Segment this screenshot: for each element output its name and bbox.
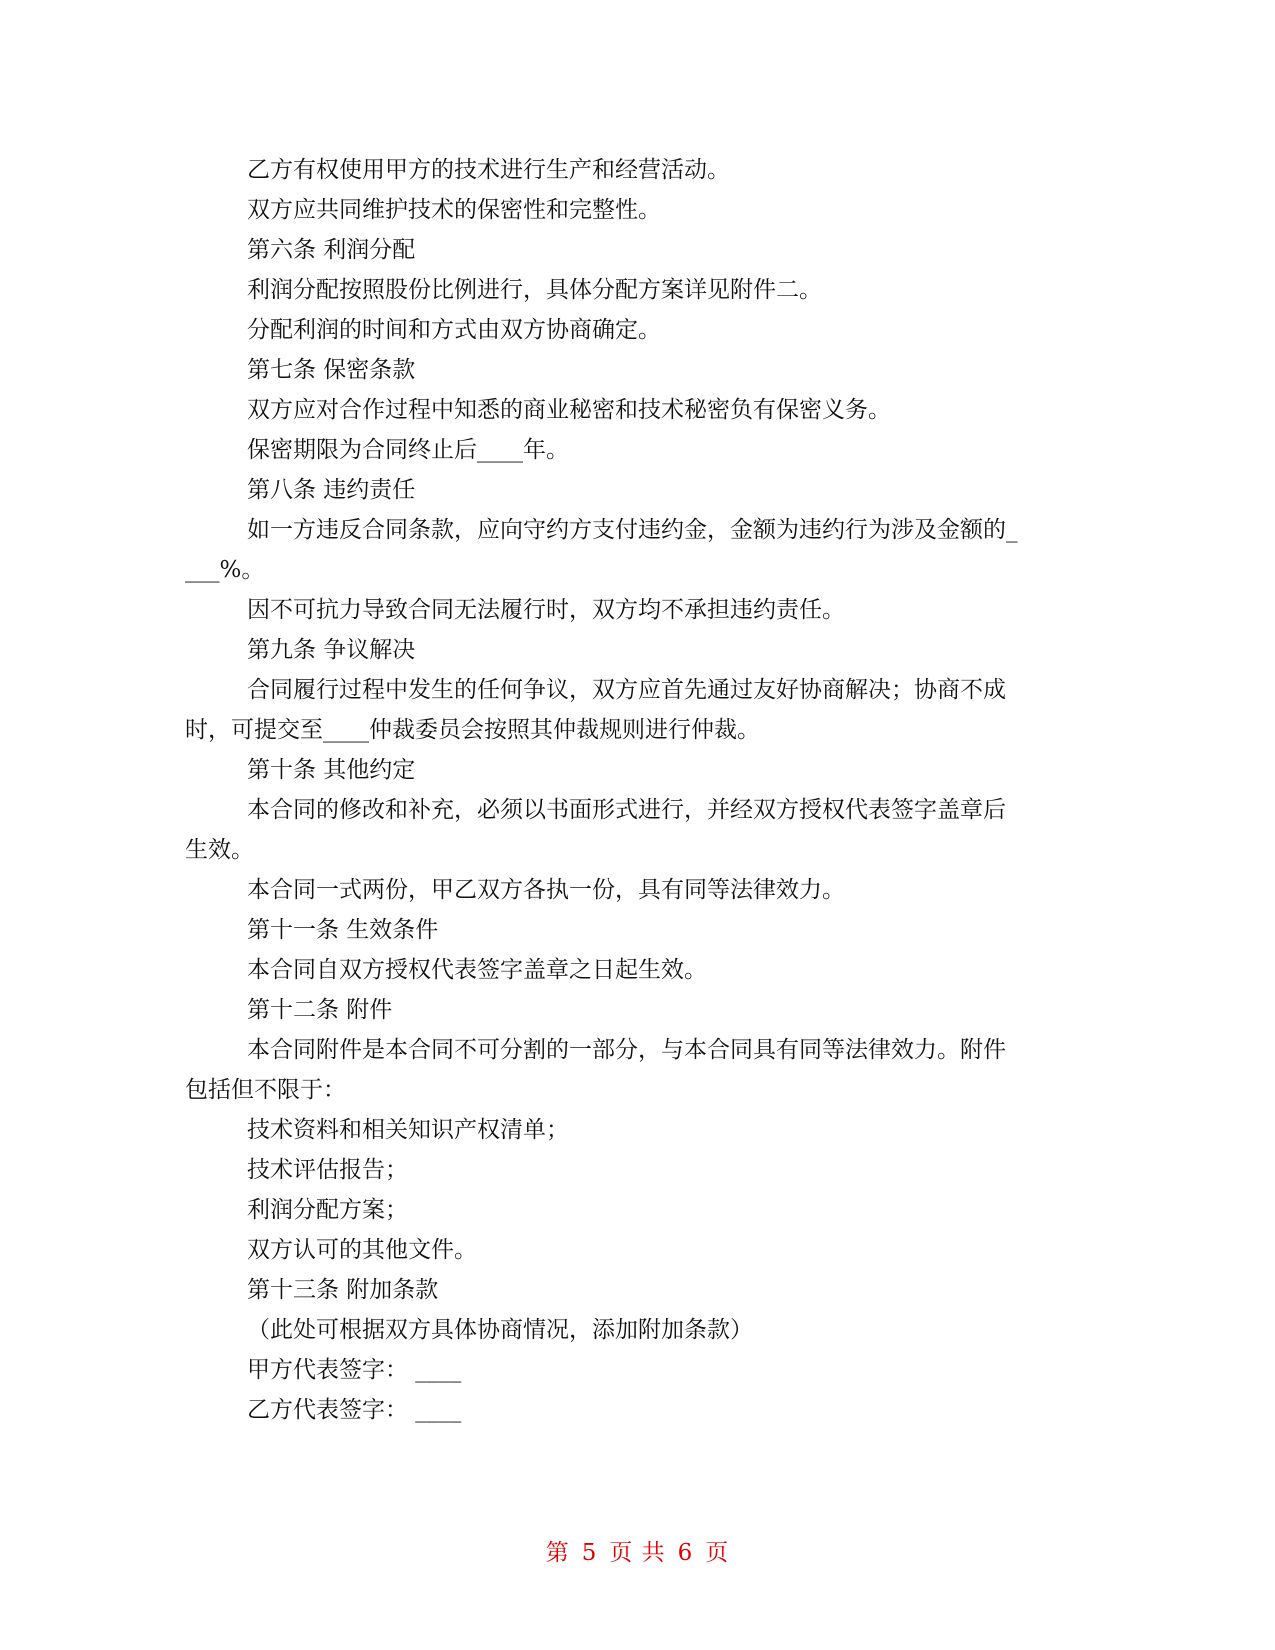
list-item: 技术资料和相关知识产权清单；	[247, 1117, 569, 1143]
section-heading: 第八条 违约责任	[247, 477, 416, 503]
list-item: 双方认可的其他文件。	[247, 1237, 477, 1263]
document-body	[185, 150, 1085, 1430]
current-page-number: 5	[581, 1540, 598, 1566]
paragraph: 因不可抗力导致合同无法履行时，双方均不承担违约责任。	[247, 597, 845, 623]
paragraph-continuation: 包括但不限于：	[185, 1077, 346, 1103]
total-page-number: 6	[677, 1540, 694, 1566]
paragraph: 保密期限为合同终止后____年。	[247, 437, 569, 463]
signature-line-party-a: 甲方代表签字： ____	[247, 1357, 462, 1383]
paragraph: 双方应对合作过程中知悉的商业秘密和技术秘密负有保密义务。	[247, 397, 891, 423]
paragraph: 利润分配按照股份比例进行，具体分配方案详见附件二。	[247, 277, 822, 303]
section-heading: 第十条 其他约定	[247, 757, 416, 783]
paragraph: 乙方有权使用甲方的技术进行生产和经营活动。	[247, 157, 730, 183]
page-footer	[0, 1534, 1275, 1567]
section-heading: 第九条 争议解决	[247, 637, 416, 663]
paragraph: 本合同一式两份，甲乙双方各执一份，具有同等法律效力。	[247, 877, 845, 903]
paragraph: 合同履行过程中发生的任何争议，双方应首先通过友好协商解决；协商不成	[247, 677, 1006, 703]
paragraph: （此处可根据双方具体协商情况，添加附加条款）	[247, 1317, 753, 1343]
paragraph-continuation: 时，可提交至____仲裁委员会按照其仲裁规则进行仲裁。	[185, 717, 760, 743]
section-heading: 第十一条 生效条件	[247, 917, 439, 943]
signature-line-party-b: 乙方代表签字： ____	[247, 1397, 462, 1423]
footer-suffix: 页	[705, 1540, 730, 1566]
paragraph: 本合同自双方授权代表签字盖章之日起生效。	[247, 957, 707, 983]
footer-prefix: 第	[545, 1540, 570, 1566]
section-heading: 第七条 保密条款	[247, 357, 416, 383]
list-item: 利润分配方案；	[247, 1197, 408, 1223]
section-heading: 第六条 利润分配	[247, 237, 416, 263]
section-heading: 第十三条 附加条款	[247, 1277, 439, 1303]
section-heading: 第十二条 附件	[247, 997, 393, 1023]
paragraph-continuation: 生效。	[185, 837, 254, 863]
list-item: 技术评估报告；	[247, 1157, 408, 1183]
paragraph: 如一方违反合同条款，应向守约方支付违约金，金额为违约行为涉及金额的_	[247, 517, 1018, 543]
paragraph: 本合同附件是本合同不可分割的一部分，与本合同具有同等法律效力。附件	[247, 1037, 1006, 1063]
paragraph: 分配利润的时间和方式由双方协商确定。	[247, 317, 661, 343]
paragraph: 双方应共同维护技术的保密性和完整性。	[247, 197, 661, 223]
paragraph-continuation: ___%。	[185, 557, 265, 583]
footer-middle: 页 共	[609, 1540, 666, 1566]
paragraph: 本合同的修改和补充，必须以书面形式进行，并经双方授权代表签字盖章后	[247, 797, 1006, 823]
